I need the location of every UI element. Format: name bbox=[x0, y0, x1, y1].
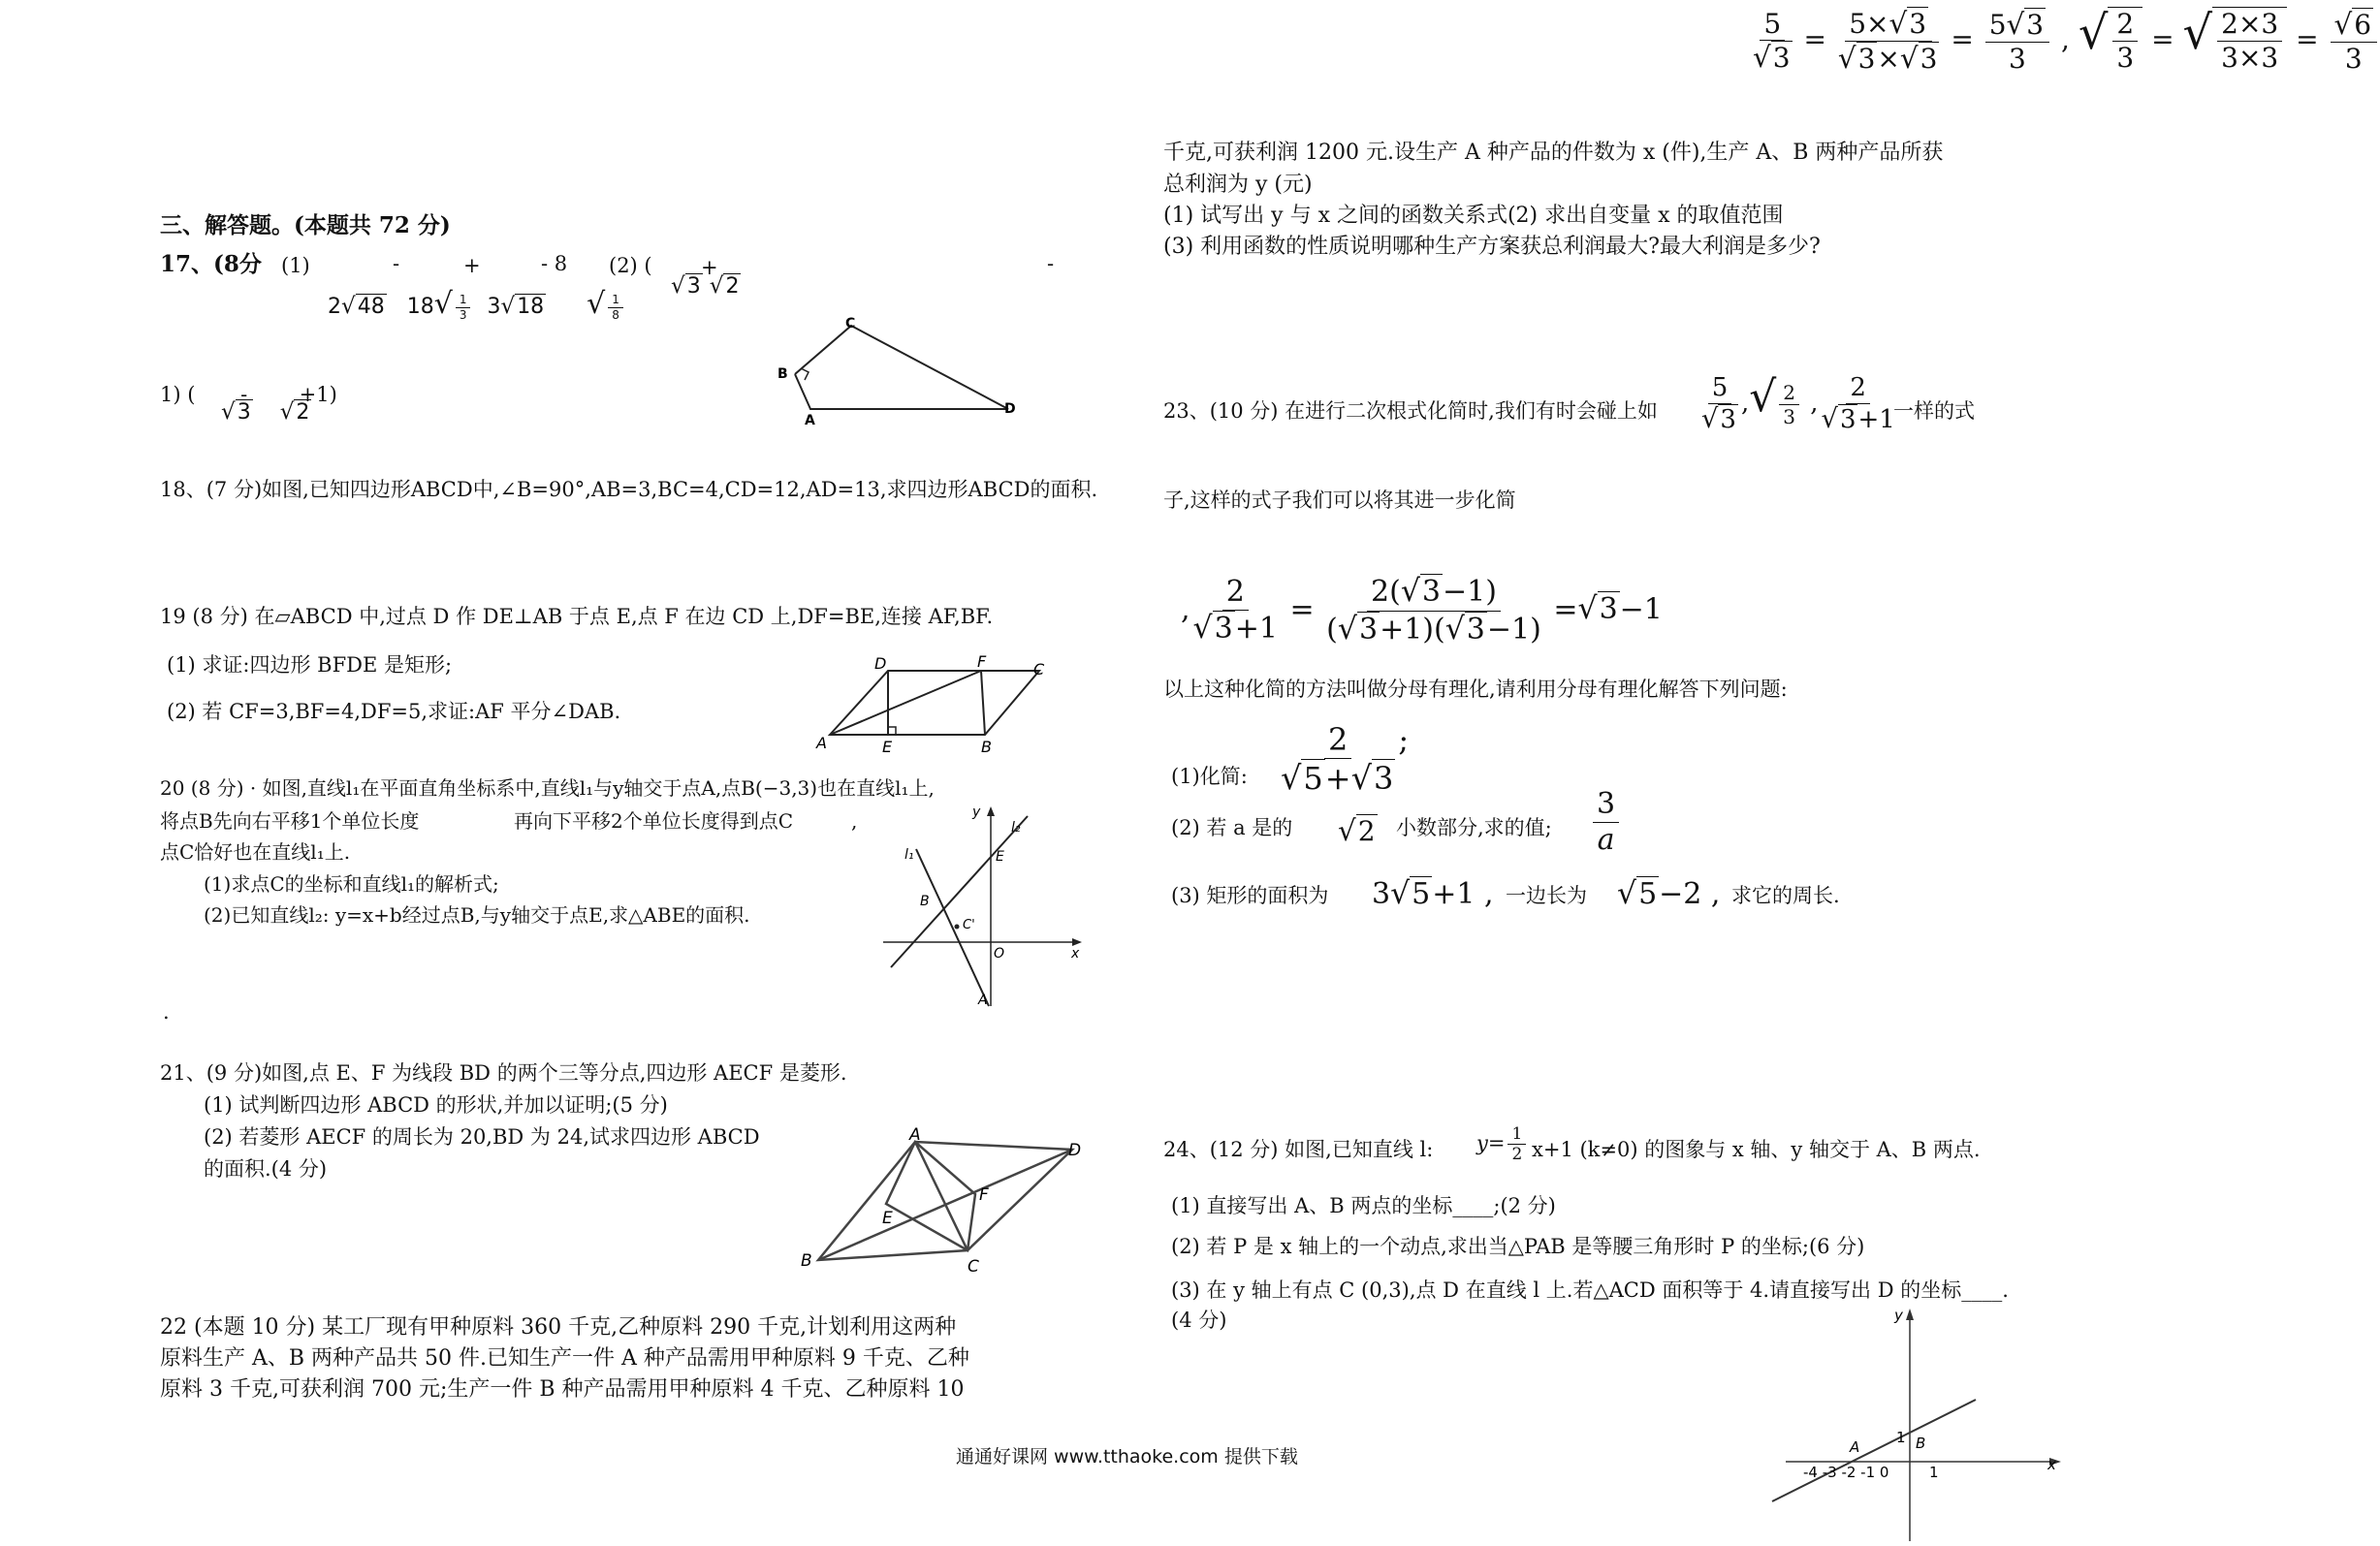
q23-example-eq: , $\frac{2}{√3+1}$ = $\frac{2(√3-1)}{(√3+1)(√3-1)}$ =√3−1 bbox=[1181, 574, 1663, 647]
q20-part2: (2)已知直线l₂: y=x+b经过点B,与y轴交于点E,求△ABE的面积. bbox=[204, 903, 750, 927]
q23-part3c: 求它的周长. bbox=[1731, 884, 1840, 907]
fig-q20-label-b: B bbox=[920, 894, 930, 909]
q17-plus1: + bbox=[463, 254, 481, 277]
fig-quad-label-d: D bbox=[1004, 401, 1016, 417]
fig-para-label-b: B bbox=[981, 738, 992, 756]
q23-part2-frac: $\frac{3}{a}$ bbox=[1590, 787, 1622, 858]
q23-part3a: (3) 矩形的面积为 bbox=[1171, 884, 1329, 907]
fig-rh-label-d: D bbox=[1068, 1141, 1082, 1160]
q17-minus8: - 8 bbox=[541, 252, 568, 275]
fig-quad-label-a: A bbox=[805, 413, 815, 428]
fig-q20-label-l1: l₁ bbox=[904, 847, 914, 863]
fig-quad-label-b: B bbox=[777, 366, 788, 382]
q23-part1-frac: $\frac{2}{√5+√3}$ ; bbox=[1281, 721, 1410, 798]
fig-q24-label-y: y bbox=[1894, 1307, 1903, 1324]
q20-part1: (1)求点C的坐标和直线l₁的解析式; bbox=[204, 872, 499, 896]
fig-para-label-f: F bbox=[977, 652, 987, 671]
q24-part3b: (4 分) bbox=[1171, 1309, 1227, 1332]
fig-rh-label-a: A bbox=[909, 1125, 921, 1145]
fig-q20-label-l2: l₂ bbox=[1011, 820, 1021, 836]
q22-line2: 原料生产 A、B 两种产品共 50 件.已知生产一件 A 种产品需用甲种原料 9 千克、乙种 bbox=[160, 1346, 969, 1371]
fig-q24-label-b: B bbox=[1916, 1435, 1926, 1452]
fig-q20-label-x: x bbox=[1071, 946, 1080, 962]
q18-text: 18、(7 分)如图,已知四边形ABCD中,∠B=90°,AB=3,BC=4,CD=12,AD=13,求四边形ABCD的面积. bbox=[160, 478, 1098, 501]
fig-para-label-d: D bbox=[874, 654, 887, 673]
q17-row2-roots: √3 √2 bbox=[221, 399, 310, 425]
q22-line1: 22 (本题 10 分) 某工厂现有甲种原料 360 千克,乙种原料 290 千克,计划利用这两种 bbox=[160, 1315, 957, 1340]
quadrilateral-figure bbox=[766, 312, 1028, 428]
q22-cont-line1: 千克,可获利润 1200 元.设生产 A 种产品的件数为 x (件),生产 A、B 两种产品所获 bbox=[1163, 141, 1944, 165]
q23-part2-root: √2 bbox=[1338, 814, 1376, 847]
coord-figure-q20 bbox=[877, 803, 1086, 1016]
q17-part1: (1) bbox=[281, 254, 310, 277]
q17-plus2: + bbox=[701, 256, 718, 279]
q17-expr1: 2√48 18√ $\frac{1}{3}$ 3√18 √ $\frac{1}{8}$ bbox=[328, 287, 626, 322]
q17-dash1: - bbox=[393, 252, 400, 275]
q17-dash-end: - bbox=[1047, 252, 1055, 275]
q23-line2: 子,这样的式子我们可以将其进一步化简 bbox=[1163, 489, 1516, 512]
q21-part1: (1) 试判断四边形 ABCD 的形状,并加以证明;(5 分) bbox=[204, 1093, 668, 1117]
q20-line3: 点C恰好也在直线l₁上. bbox=[160, 840, 351, 864]
q22-cont-line4: (3) 利用函数的性质说明哪种生产方案获总利润最大?最大利润是多少? bbox=[1163, 235, 1821, 259]
footer-credit: 通通好课网 www.tthaoke.com 提供下载 bbox=[956, 1446, 1298, 1467]
q22-cont-line2: 总利润为 y (元) bbox=[1163, 173, 1313, 197]
fig-para-label-a: A bbox=[816, 734, 827, 752]
q23-tail: 一样的式 bbox=[1893, 399, 1975, 423]
q17-expr2: √3 √2 bbox=[671, 273, 740, 299]
fig-rh-label-c: C bbox=[968, 1257, 979, 1277]
q23-inline-fracs: $\frac{5}{√3}$ ,√ $\frac{2}{3}$ , $\frac{2}{√3+1}$ bbox=[1701, 372, 1895, 434]
fig-q24-label-1x: 1 bbox=[1929, 1464, 1939, 1481]
q20-line2c: , bbox=[851, 809, 858, 833]
q19-text: 19 (8 分) 在▱ABCD 中,过点 D 作 DE⊥AB 于点 E,点 F 在边 CD 上,DF=BE,连接 AF,BF. bbox=[160, 605, 994, 628]
q24-part1: (1) 直接写出 A、B 两点的坐标____;(2 分) bbox=[1171, 1194, 1556, 1217]
q22-cont-line3: (1) 试写出 y 与 x 之间的函数关系式(2) 求出自变量 x 的取值范围 bbox=[1163, 204, 1784, 228]
fig-q20-label-c: C' bbox=[963, 918, 975, 932]
q23-part1: (1)化简: bbox=[1171, 765, 1248, 788]
q19-part1: (1) 求证:四边形 BFDE 是矩形; bbox=[167, 653, 453, 677]
parallelogram-figure bbox=[814, 652, 1047, 756]
q23-part2a: (2) 若 a 是的 bbox=[1171, 816, 1293, 839]
q24-part2: (2) 若 P 是 x 轴上的一个动点,求出当△PAB 是等腰三角形时 P 的坐标;(6 分) bbox=[1171, 1235, 1865, 1258]
q22-line3: 原料 3 千克,可获利润 700 元;生产一件 B 种产品需用甲种原料 4 千克、乙种原料 10 bbox=[160, 1377, 965, 1402]
q20-dot: . bbox=[163, 1000, 170, 1024]
q24-tail: x+1 (k≠0) 的图象与 x 轴、y 轴交于 A、B 两点. bbox=[1532, 1138, 1981, 1161]
q23-part3-side: √5−2 , bbox=[1617, 876, 1721, 911]
q19-part2: (2) 若 CF=3,BF=4,DF=5,求证:AF 平分∠DAB. bbox=[167, 700, 621, 723]
top-formula: $\frac{5}{√3}$ = $\frac{5\times√3}{√3\times√3}$ = $\frac{5√3}{3}$ , √ $\frac{2}{3}$ = √ $\frac{2\times 3}{3\times 3}$ = $\frac{√6}{3}$ bbox=[1750, 6, 2380, 76]
q23-part2b: 小数部分,求的值; bbox=[1396, 816, 1552, 839]
q20-line2a: 将点B先向右平移1个单位长度 bbox=[160, 809, 420, 833]
q20-line1: 20 (8 分) · 如图,直线l₁在平面直角坐标系中,直线l₁与y轴交于点A,点B(−3,3)也在直线l₁上, bbox=[160, 776, 935, 800]
fig-rh-label-e: E bbox=[882, 1209, 893, 1228]
q20-line2b: 再向下平移2个单位长度得到点C bbox=[514, 809, 794, 833]
q21-text: 21、(9 分)如图,点 E、F 为线段 BD 的两个三等分点,四边形 AECF 是菱形. bbox=[160, 1061, 847, 1085]
q21-part2b: 的面积.(4 分) bbox=[204, 1157, 328, 1181]
q17-part2: (2) ( bbox=[609, 254, 652, 277]
q23-part3-area: 3√5+1 , bbox=[1372, 876, 1494, 911]
section-title: 三、解答题。(本题共 72 分) bbox=[160, 212, 451, 238]
fig-para-label-c: C bbox=[1033, 660, 1045, 678]
fig-q24-ticks: -4 -3 -2 -1 0 bbox=[1803, 1464, 1889, 1481]
q23-lead: 23、(10 分) 在进行二次根式化简时,我们有时会碰上如 bbox=[1163, 399, 1658, 423]
q23-part3b: 一边长为 bbox=[1506, 884, 1587, 907]
fig-q20-label-e: E bbox=[996, 849, 1004, 865]
coord-figure-q24 bbox=[1764, 1307, 2075, 1544]
q24-lead: 24、(12 分) 如图,已知直线 l: bbox=[1163, 1138, 1434, 1161]
fig-rh-label-f: F bbox=[979, 1185, 989, 1205]
fig-para-label-e: E bbox=[882, 738, 893, 756]
fig-q20-label-y: y bbox=[972, 805, 981, 820]
rhombus-figure bbox=[795, 1126, 1086, 1279]
q21-part2: (2) 若菱形 AECF 的周长为 20,BD 为 24,试求四边形 ABCD bbox=[204, 1125, 760, 1149]
fig-q24-label-1y: 1 bbox=[1896, 1429, 1906, 1446]
fig-quad-label-c: C bbox=[845, 316, 856, 331]
q23-line3: 以上这种化简的方法叫做分母有理化,请利用分母有理化解答下列问题: bbox=[1163, 678, 1788, 701]
q24-part3: (3) 在 y 轴上有点 C (0,3),点 D 在直线 l 上.若△ACD 面积等于 4.请直接写出 D 的坐标____. bbox=[1171, 1278, 2009, 1302]
q17-label: 17、(8分 bbox=[160, 251, 262, 277]
q17-row2: 1) ( - +1) bbox=[160, 383, 337, 406]
fig-q24-label-a: A bbox=[1850, 1438, 1860, 1456]
fig-rh-label-b: B bbox=[801, 1251, 812, 1271]
fig-q20-label-o: O bbox=[994, 946, 1005, 962]
fig-q24-label-x: x bbox=[2047, 1456, 2056, 1473]
q24-equation: y= $\frac{1}{2}$ bbox=[1476, 1124, 1529, 1165]
fig-q20-label-a: A bbox=[978, 993, 988, 1008]
